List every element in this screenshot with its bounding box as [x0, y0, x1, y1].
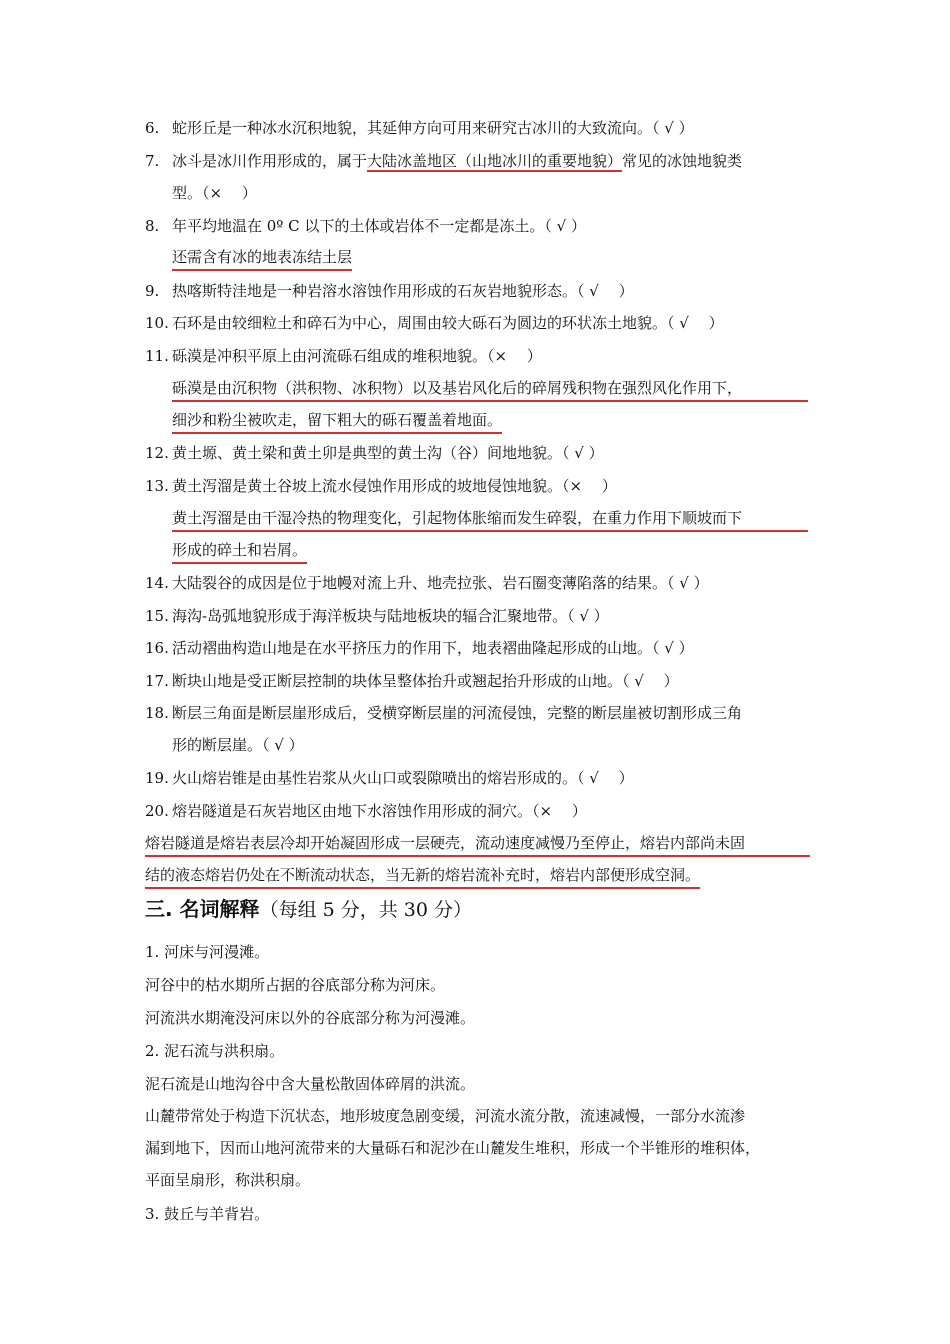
question-13: [145, 476, 810, 496]
question-text: 热喀斯特洼地是一种岩溶水溶蚀作用形成的石灰岩地貌形态。（ √ ）: [172, 282, 634, 300]
question-number: 12.: [145, 444, 169, 462]
answer-note-11-line2: [172, 410, 837, 434]
question-number: 19.: [145, 769, 169, 787]
question-18-continuation: 形的断层崖。（ √ ）: [172, 736, 304, 754]
question-19: [145, 768, 810, 788]
question-11: [145, 346, 810, 366]
definition-line: 泥石流是山地沟谷中含大量松散固体碎屑的洪流。: [145, 1075, 476, 1093]
answer-note-13-line2: [172, 540, 837, 564]
section-heading: [145, 896, 472, 923]
answer-note-8: [172, 247, 837, 271]
answer-note-20-line2: [145, 865, 810, 889]
question-18: [145, 703, 810, 723]
term-heading-2: 2. 泥石流与洪积扇。: [145, 1042, 285, 1060]
question-text: 常见的冰蚀地貌类: [622, 152, 743, 170]
question-number: 18.: [145, 704, 169, 722]
question-15: [145, 606, 810, 626]
term-heading-1: 1. 河床与河漫滩。: [145, 943, 270, 961]
annotation-underline: 形成的碎土和岩屑。: [172, 540, 307, 564]
term-heading-3: 3. 鼓丘与羊背岩。: [145, 1205, 270, 1223]
question-number: 13.: [145, 477, 169, 495]
annotation-underline: 细沙和粉尘被吹走，留下粗大的砾石覆盖着地面。: [172, 410, 502, 434]
question-number: 9.: [145, 282, 160, 300]
question-number: 15.: [145, 607, 169, 625]
question-number: 16.: [145, 639, 169, 657]
annotation-underline: 结的液态熔岩仍处在不断流动状态，当无新的熔岩流补充时，熔岩内部便形成空洞。: [145, 865, 700, 889]
question-14: [145, 573, 810, 593]
question-text: 黄土泻溜是黄土谷坡上流水侵蚀作用形成的坡地侵蚀地貌。（× ）: [172, 477, 617, 495]
annotation-underline: 砾漠是由沉积物（洪积物、冰积物）以及基岩风化后的碎屑残积物在强烈风化作用下，: [172, 378, 808, 402]
question-20: [145, 801, 810, 821]
question-text: 冰斗是冰川作用形成的，属于: [172, 152, 368, 170]
definition-line: 山麓带常处于构造下沉状态，地形坡度急剧变缓，河流水流分散，流速减慢，一部分水流渗: [145, 1107, 746, 1125]
definition-line: 河谷中的枯水期所占据的谷底部分称为河床。: [145, 976, 446, 994]
question-text: 大陆裂谷的成因是位于地幔对流上升、地壳拉张、岩石圈变薄陷落的结果。（ √ ）: [172, 574, 709, 592]
question-number: 17.: [145, 672, 169, 690]
question-text: 断块山地是受正断层控制的块体呈整体抬升或翘起抬升形成的山地。（ √ ）: [172, 672, 679, 690]
question-text: 火山熔岩锥是由基性岩浆从火山口或裂隙喷出的熔岩形成的。（ √ ）: [172, 769, 634, 787]
section-score: （每组 5 分，共 30 分）: [259, 899, 472, 921]
question-7-continuation: 型。（× ）: [172, 184, 257, 202]
question-7: [145, 151, 810, 171]
question-8: [145, 216, 810, 236]
question-text: 蛇形丘是一种冰水沉积地貌，其延伸方向可用来研究古冰川的大致流向。（ √ ）: [172, 119, 694, 137]
question-text: 海沟-岛弧地貌形成于海洋板块与陆地板块的辐合汇聚地带。（ √ ）: [172, 607, 609, 625]
annotation-underline: 大陆冰盖地区（山地冰川的重要地貌）: [367, 152, 623, 170]
answer-note-20-line1: [145, 833, 810, 857]
question-text: 石环是由较细粒土和碎石为中心，周围由较大砾石为圆边的环状冻土地貌。（ √ ）: [172, 314, 724, 332]
definition-line: 河流洪水期淹没河床以外的谷底部分称为河漫滩。: [145, 1009, 476, 1027]
question-text: 断层三角面是断层崖形成后，受横穿断层崖的河流侵蚀，完整的断层崖被切割形成三角: [172, 704, 743, 722]
question-9: [145, 281, 810, 301]
answer-note-13-line1: [172, 508, 808, 532]
question-number: 14.: [145, 574, 169, 592]
question-number: 7.: [145, 152, 160, 170]
annotation-underline: 熔岩隧道是熔岩表层冷却开始凝固形成一层硬壳，流动速度减慢乃至停止，熔岩内部尚未固: [145, 833, 810, 857]
definition-line: 平面呈扇形，称洪积扇。: [145, 1171, 311, 1189]
question-16: [145, 638, 810, 658]
question-number: 10.: [145, 314, 169, 332]
question-number: 8.: [145, 217, 160, 235]
question-text: 黄土塬、黄土梁和黄土卯是典型的黄土沟（谷）间地地貌。（ √ ）: [172, 444, 604, 462]
question-12: [145, 443, 810, 463]
question-number: 6.: [145, 119, 160, 137]
question-number: 20.: [145, 802, 169, 820]
answer-note-11-line1: [172, 378, 808, 402]
question-text: 年平均地温在 0º C 以下的土体或岩体不一定都是冻土。（ √ ）: [172, 217, 586, 235]
definition-line: 漏到地下，因而山地河流带来的大量砾石和泥沙在山麓发生堆积，形成一个半锥形的堆积体，: [145, 1139, 761, 1157]
question-17: [145, 671, 810, 691]
question-text: 熔岩隧道是石灰岩地区由地下水溶蚀作用形成的洞穴。（× ）: [172, 802, 587, 820]
question-6: [145, 118, 810, 138]
question-text: 砾漠是冲积平原上由河流砾石组成的堆积地貌。（× ）: [172, 347, 542, 365]
question-text: 活动褶曲构造山地是在水平挤压力的作用下，地表褶曲隆起形成的山地。（ √ ）: [172, 639, 694, 657]
question-10: [145, 313, 810, 333]
section-title: 三. 名词解释: [145, 897, 260, 921]
annotation-underline: 黄土泻溜是由干湿冷热的物理变化，引起物体胀缩而发生碎裂，在重力作用下顺坡而下: [172, 508, 808, 532]
annotation-underline: 还需含有冰的地表冻结土层: [172, 247, 352, 271]
question-number: 11.: [145, 347, 169, 365]
